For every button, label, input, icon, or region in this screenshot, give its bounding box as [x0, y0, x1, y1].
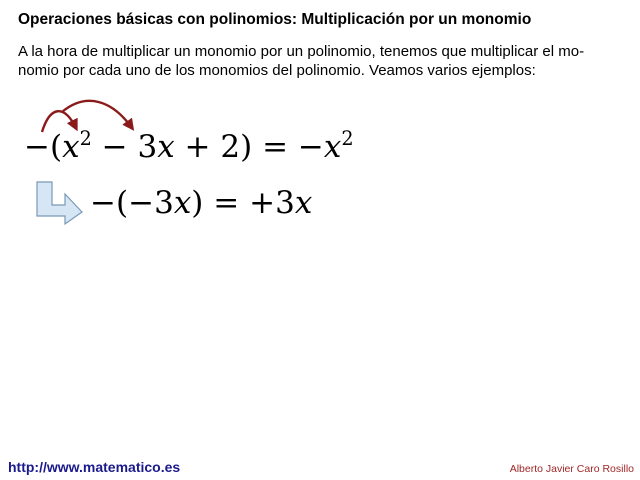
website-link[interactable]: http://www.matematico.es — [8, 459, 181, 475]
page-title: Operaciones básicas con polinomios: Multiplicación por un monomio — [18, 11, 532, 28]
equation-2: −(−3x) = +3x — [90, 185, 313, 221]
bent-arrow-icon — [35, 180, 85, 226]
intro-paragraph — [18, 42, 626, 80]
intro-line: A la hora de multiplicar un monomio por un polinomio, tenemos que multiplicar el mo- — [18, 43, 585, 60]
equation-1: $-(x^2 - 3x + 2) = -x^2$ — [24, 127, 354, 165]
author-credit: Alberto Javier Caro Rosillo — [509, 463, 634, 475]
intro-line: nomio por cada uno de los monomios del polinomio. Veamos varios ejemplos: — [18, 62, 536, 79]
